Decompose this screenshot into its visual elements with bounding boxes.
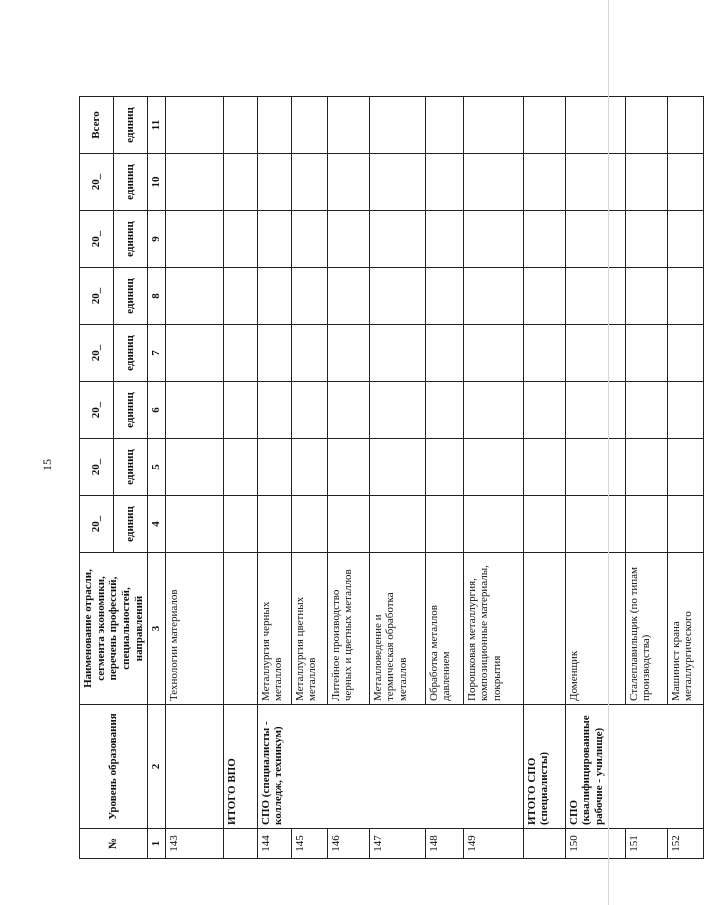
- value-cell: [425, 211, 463, 268]
- value-cell: [667, 382, 703, 439]
- value-cell: [625, 382, 667, 439]
- value-cell: [165, 154, 223, 211]
- value-cell: [523, 325, 565, 382]
- row-number: 147: [369, 829, 425, 859]
- col-number: 1: [148, 829, 166, 859]
- value-cell: [257, 154, 291, 211]
- value-cell: [165, 325, 223, 382]
- value-cell: [291, 154, 327, 211]
- value-cell: [667, 439, 703, 496]
- value-cell: [625, 268, 667, 325]
- value-cell: [369, 154, 425, 211]
- header-unit: единиц: [114, 97, 148, 154]
- value-cell: [463, 325, 523, 382]
- value-cell: [257, 268, 291, 325]
- value-cell: [425, 382, 463, 439]
- row-number: [223, 829, 257, 859]
- specialty-name: Обработка металлов давлением: [425, 553, 463, 705]
- col-number: 7: [148, 325, 166, 382]
- value-cell: [369, 325, 425, 382]
- scan-edge-line: [608, 0, 609, 905]
- value-cell: [291, 496, 327, 553]
- page-number: 15: [40, 459, 54, 471]
- value-cell: [523, 382, 565, 439]
- row-number: 151: [625, 829, 667, 859]
- header-no: №: [80, 829, 148, 859]
- value-cell: [463, 439, 523, 496]
- col-number: 2: [148, 705, 166, 829]
- specialty-name: Металловедение и термическая обработка металлов: [369, 553, 425, 705]
- value-cell: [463, 97, 523, 154]
- value-cell: [369, 496, 425, 553]
- value-cell: [523, 154, 565, 211]
- col-number: 8: [148, 268, 166, 325]
- value-cell: [223, 496, 257, 553]
- value-cell: [667, 325, 703, 382]
- value-cell: [625, 211, 667, 268]
- education-level: СПО (специалисты - колледж, техникум): [257, 705, 523, 829]
- value-cell: [291, 97, 327, 154]
- header-year: 20_: [80, 154, 114, 211]
- value-cell: [291, 268, 327, 325]
- education-level: ИТОГО ВПО: [223, 705, 257, 829]
- col-number: 4: [148, 496, 166, 553]
- value-cell: [565, 97, 625, 154]
- value-cell: [667, 97, 703, 154]
- header-level: Уровень образования: [80, 705, 148, 829]
- value-cell: [223, 268, 257, 325]
- value-cell: [369, 211, 425, 268]
- value-cell: [425, 154, 463, 211]
- header-year: 20_: [80, 268, 114, 325]
- value-cell: [327, 496, 369, 553]
- value-cell: [463, 268, 523, 325]
- table-row: [257, 97, 291, 859]
- value-cell: [165, 211, 223, 268]
- specialty-name: Металлургия черных металлов: [257, 553, 291, 705]
- row-number: 144: [257, 829, 291, 859]
- value-cell: [565, 496, 625, 553]
- value-cell: [165, 268, 223, 325]
- header-unit: единиц: [114, 268, 148, 325]
- value-cell: [667, 154, 703, 211]
- value-cell: [463, 154, 523, 211]
- header-total: Всего: [80, 97, 114, 154]
- specialty-name: Сталеплавильщик (по типам производства): [625, 553, 667, 705]
- value-cell: [257, 382, 291, 439]
- specialty-name: Порошковая металлургия, композиционные материалы, покрытия: [463, 553, 523, 705]
- value-cell: [523, 268, 565, 325]
- value-cell: [327, 439, 369, 496]
- value-cell: [257, 325, 291, 382]
- specialty-name: [523, 553, 565, 705]
- value-cell: [223, 382, 257, 439]
- col-number: 5: [148, 439, 166, 496]
- table-row: [165, 97, 223, 859]
- header-unit: единиц: [114, 382, 148, 439]
- table-row: [565, 97, 625, 859]
- value-cell: [625, 97, 667, 154]
- row-number: [523, 829, 565, 859]
- value-cell: [667, 211, 703, 268]
- header-year: 20_: [80, 325, 114, 382]
- education-level: ИТОГО СПО (специалисты): [523, 705, 565, 829]
- col-number: 11: [148, 97, 166, 154]
- header-name: Наименование отрасли, сегмента экономики, перечень профессий, специальностей, направлений: [80, 553, 148, 705]
- value-cell: [327, 382, 369, 439]
- col-number: 9: [148, 211, 166, 268]
- value-cell: [327, 211, 369, 268]
- value-cell: [165, 97, 223, 154]
- value-cell: [369, 97, 425, 154]
- value-cell: [523, 439, 565, 496]
- specialty-name: Литейное производство черных и цветных металлов: [327, 553, 369, 705]
- value-cell: [625, 439, 667, 496]
- specialty-name: [223, 553, 257, 705]
- value-cell: [223, 211, 257, 268]
- value-cell: [327, 97, 369, 154]
- value-cell: [565, 439, 625, 496]
- value-cell: [257, 97, 291, 154]
- value-cell: [667, 496, 703, 553]
- specialty-name: Доменщик: [565, 553, 625, 705]
- value-cell: [425, 97, 463, 154]
- value-cell: [223, 439, 257, 496]
- value-cell: [223, 154, 257, 211]
- value-cell: [565, 154, 625, 211]
- value-cell: [257, 211, 291, 268]
- table-row: [223, 97, 257, 859]
- value-cell: [425, 496, 463, 553]
- value-cell: [291, 439, 327, 496]
- header-year: 20_: [80, 496, 114, 553]
- row-number: 152: [667, 829, 703, 859]
- specialty-name: Машинист крана металлургического: [667, 553, 703, 705]
- specialty-name: Технологии материалов: [165, 553, 223, 705]
- header-unit: единиц: [114, 496, 148, 553]
- value-cell: [369, 268, 425, 325]
- value-cell: [667, 268, 703, 325]
- header-unit: единиц: [114, 154, 148, 211]
- value-cell: [257, 496, 291, 553]
- value-cell: [291, 325, 327, 382]
- value-cell: [425, 439, 463, 496]
- col-number: 10: [148, 154, 166, 211]
- row-number: 143: [165, 829, 223, 859]
- header-unit: единиц: [114, 325, 148, 382]
- header-year: 20_: [80, 211, 114, 268]
- value-cell: [291, 382, 327, 439]
- value-cell: [291, 211, 327, 268]
- value-cell: [369, 382, 425, 439]
- row-number: 149: [463, 829, 523, 859]
- data-table: [79, 96, 704, 859]
- value-cell: [565, 268, 625, 325]
- header-unit: единиц: [114, 439, 148, 496]
- value-cell: [523, 211, 565, 268]
- value-cell: [565, 382, 625, 439]
- value-cell: [565, 211, 625, 268]
- column-number-row: [148, 97, 166, 859]
- value-cell: [165, 496, 223, 553]
- value-cell: [165, 439, 223, 496]
- specialty-name: Металлургия цветных металлов: [291, 553, 327, 705]
- value-cell: [327, 325, 369, 382]
- row-number: 150: [565, 829, 625, 859]
- value-cell: [463, 496, 523, 553]
- col-number: 6: [148, 382, 166, 439]
- col-number: 3: [148, 553, 166, 705]
- value-cell: [463, 382, 523, 439]
- value-cell: [223, 97, 257, 154]
- header-year: 20_: [80, 439, 114, 496]
- value-cell: [463, 211, 523, 268]
- value-cell: [223, 325, 257, 382]
- value-cell: [425, 325, 463, 382]
- value-cell: [523, 496, 565, 553]
- row-number: 146: [327, 829, 369, 859]
- value-cell: [165, 382, 223, 439]
- header-unit: единиц: [114, 211, 148, 268]
- value-cell: [425, 268, 463, 325]
- value-cell: [625, 154, 667, 211]
- value-cell: [369, 439, 425, 496]
- value-cell: [257, 439, 291, 496]
- table-header-row: [80, 97, 114, 859]
- row-number: 148: [425, 829, 463, 859]
- value-cell: [327, 154, 369, 211]
- header-year: 20_: [80, 382, 114, 439]
- education-level: [165, 705, 223, 829]
- education-level: СПО (квалифицированные рабочие - училище): [565, 705, 703, 829]
- table-row: [523, 97, 565, 859]
- value-cell: [625, 325, 667, 382]
- value-cell: [625, 496, 667, 553]
- value-cell: [523, 97, 565, 154]
- value-cell: [327, 268, 369, 325]
- value-cell: [565, 325, 625, 382]
- row-number: 145: [291, 829, 327, 859]
